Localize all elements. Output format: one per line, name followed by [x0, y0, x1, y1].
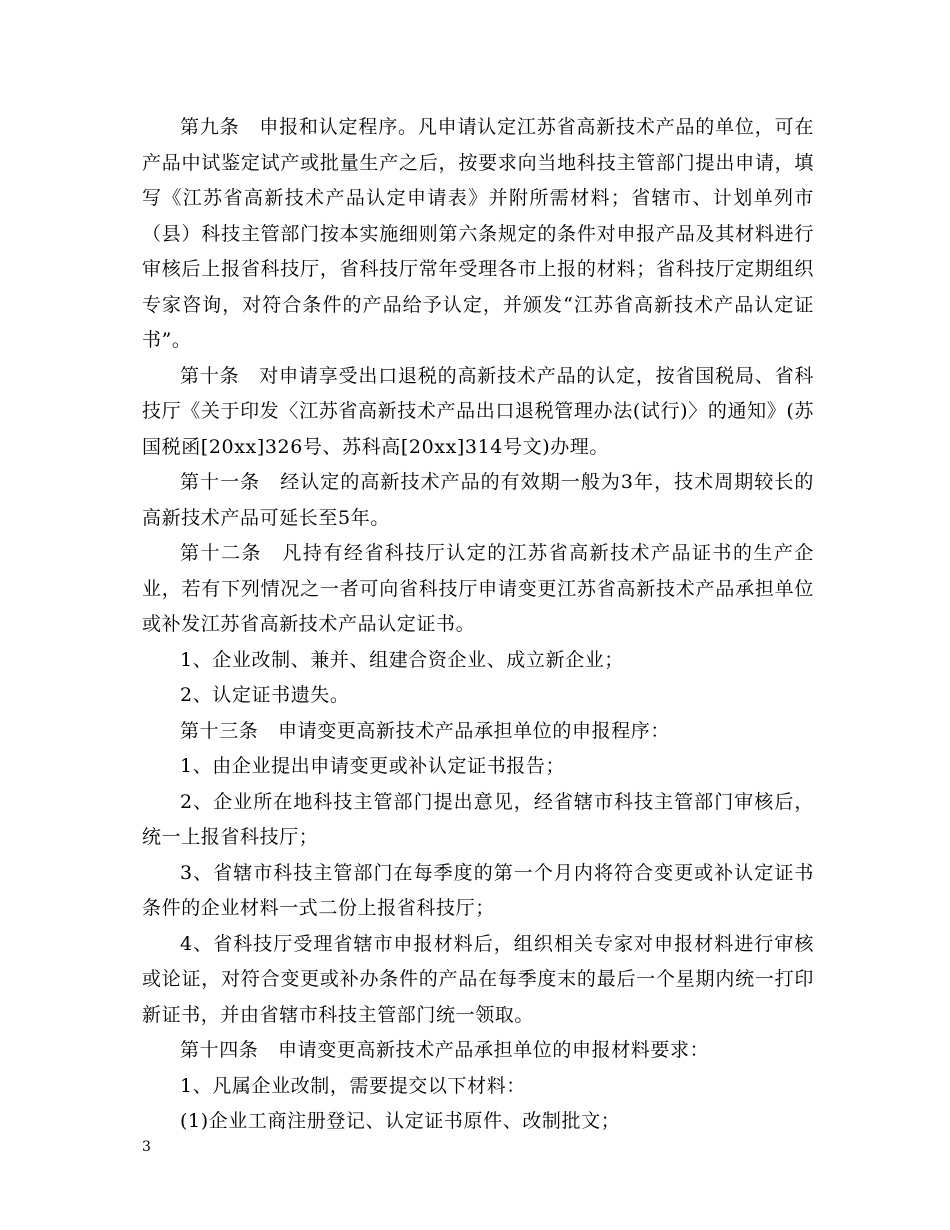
- document-body: [142, 110, 814, 1140]
- list-item: 4、省科技厅受理省辖市申报材料后，组织相关专家对申报材料进行审核或论证，对符合变更或补办条件的产品在每季度末的最后一个星期内统一打印新证书，并由省辖市科技主管部门统一领取。: [142, 932, 814, 1026]
- list-item: 1、由企业提出申请变更或补认定证书报告；: [180, 755, 566, 777]
- list-item: 2、认定证书遗失。: [180, 684, 350, 706]
- list-item: 3、省辖市科技主管部门在每季度的第一个月内将符合变更或补认定证书条件的企业材料一式二份上报省科技厅；: [142, 861, 814, 919]
- paragraph-article-11: 第十一条 经认定的高新技术产品的有效期一般为3年，技术周期较长的高新技术产品可延长至5年。: [142, 471, 814, 529]
- paragraph-article-10: 第十条 对申请享受出口退税的高新技术产品的认定，按省国税局、省科技厅《关于印发〈江苏省高新技术产品出口退税管理办法(试行)〉的通知》(苏国税函[20xx]326号、苏科高[20xx]314号文)办理。: [142, 364, 814, 458]
- paragraph-article-13: 第十三条 申请变更高新技术产品承担单位的申报程序：: [180, 719, 671, 742]
- paragraph-article-9: 第九条 申报和认定程序。凡申请认定江苏省高新技术产品的单位，可在产品中试鉴定试产或批量生产之后，按要求向当地科技主管部门提出申请，填写《江苏省高新技术产品认定申请表》并附所需材料；省辖市、计划单列市（县）科技主管部门按本实施细则第六条规定的条件对申报产品及其材料进行审核后上报省科技厅，省科技厅常年受理各市上报的材料；省科技厅定期组织专家咨询，对符合条件的产品给予认定，并颁发“江苏省高新技术产品认定证书”。: [142, 116, 814, 351]
- paragraph-article-14: 第十四条 申请变更高新技术产品承担单位的申报材料要求：: [180, 1039, 710, 1061]
- list-item: 1、凡属企业改制，需要提交以下材料：: [180, 1074, 526, 1097]
- list-item: 2、企业所在地科技主管部门提出意见，经省辖市科技主管部门审核后，统一上报省科技厅；: [142, 790, 814, 848]
- list-item: (1)企业工商注册登记、认定证书原件、改制批文；: [180, 1110, 621, 1132]
- list-item: 1、企业改制、兼并、组建合资企业、成立新企业；: [180, 648, 624, 671]
- page-number: 3: [142, 1139, 151, 1155]
- paragraph-article-12: 第十二条 凡持有经省科技厅认定的江苏省高新技术产品证书的生产企业，若有下列情况之一者可向省科技厅申请变更江苏省高新技术产品承担单位或补发江苏省高新技术产品认定证书。: [142, 542, 814, 635]
